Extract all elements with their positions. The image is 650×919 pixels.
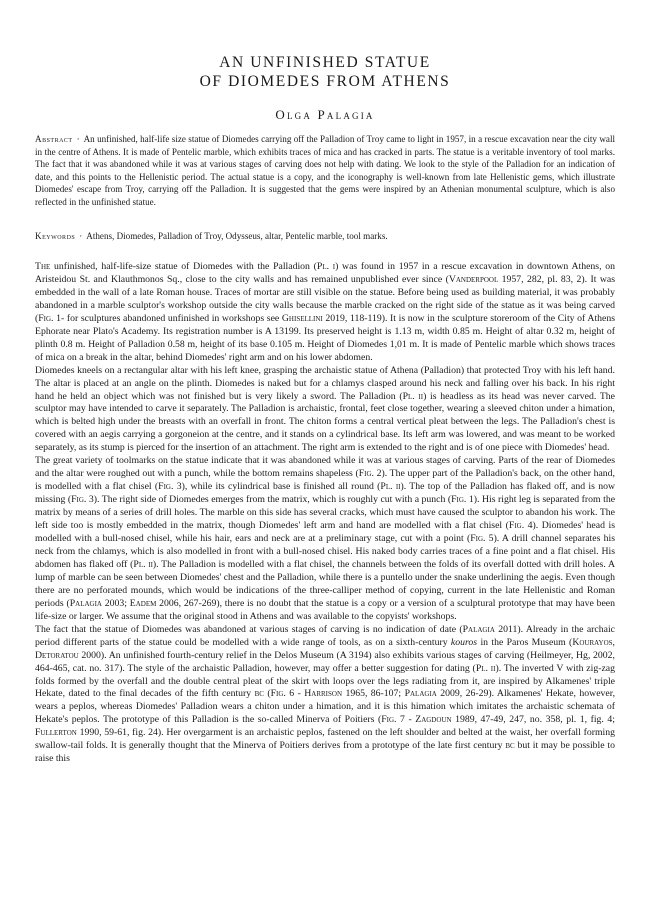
author-citation: Vanderpool <box>448 273 499 285</box>
p3-text: ), while its cylindrical base is finished all round ( <box>181 481 381 493</box>
p3-text: ). Diomedes' head is modelled with a bull-nosed chisel, while his hair, ears and neck are at a preliminary stage, cut with a point ( <box>35 520 615 545</box>
plate-reference: Pl. i <box>316 261 336 272</box>
article-title-line-2: OF DIOMEDES FROM ATHENS <box>199 73 451 90</box>
drop-lead-word: The <box>35 261 51 272</box>
p4-text: 2009, 26-29). Alkamenes' Hekate, however, wears a peplos, whereas Diomedes' Palladion wears a chiton under a himation, and it is this himation which imitates the archaistic schemata of Hekate's peplos. The prototype of this Palladion is the so-called Minerva of Poitiers ( <box>35 688 616 726</box>
plate-reference: Pl. ii <box>380 481 401 493</box>
article-title-line-1: AN UNFINISHED STATUE <box>219 54 431 71</box>
plate-reference: Pl. ii <box>133 558 153 570</box>
keywords <box>35 230 615 243</box>
p3-text: ). The upper part of the Palladion's back, on the other hand, is modelled with a flat chisel ( <box>35 468 615 493</box>
keywords-separator: · <box>79 231 83 241</box>
italic-term: kouros <box>450 636 478 648</box>
p4-text: 1989, 47-49, 247, no. 358, pl. 1, fig. 4; <box>451 714 615 726</box>
author-name-text: Olga Palagia <box>275 107 375 122</box>
era-abbreviation: bc <box>505 740 515 752</box>
p4-text: - <box>404 714 416 726</box>
p4-text: in the Paros Museum ( <box>477 636 573 648</box>
abstract <box>35 133 615 209</box>
p4-text: The fact that the statue of Diomedes was abandoned at various stages of carving is no indication of date ( <box>35 623 463 635</box>
p4-text: 1990, 59-61, fig. 24). Her overgarment is an archaistic peplos, fastened on the left shoulder and belted at the waist, her overfall forming swallow-tail folds. It is generally thought that the Minerva of Poitiers derives from a prototype of the late first century <box>35 727 615 752</box>
p3-text: ). His right leg is separated from the matrix by means of a series of drill holes. The marble on this side has several cracks, which must have caused the sculptor to abandon his work. The left side too is mostly embedded in the matrix, though Diomedes' left arm and hand are modelled with a flat chisel ( <box>35 494 616 532</box>
abstract-label: Abstract <box>35 134 73 144</box>
p1-text: - for sculptures abandoned unfinished in workshops see <box>61 312 282 324</box>
author-citation: Zagdoun <box>415 714 452 726</box>
p1-text: ) was found in 1957 in a rescue excavation in downtown Athens, on Aristeidou St. and Klauthmonos Sq., close to the city walls and has remained unpublished ever since ( <box>35 261 615 285</box>
p3-text: ). The Palladion is modelled with a flat chisel, the channels between the folds of its overfall dotted with drill holes. A lump of marble can be seen between Diomedes' chest and the Palladion, while there is a puntello under the snake underlining the aegis. Even though there are no perforated mounds, which would be indications of the three-calliper method of copying, current in the late Hellenistic and Roman periods ( <box>35 558 615 609</box>
p2-text: Diomedes kneels on a rectangular altar with his left knee, grasping the archaistic statue of Athena (Palladion) that protected Troy with his left hand. The altar is placed at an angle on the plinth. Diomedes is naked but for a chlamys clasped around his neck and falling over his back. In his right hand he held an object which was not finished but is very likely a sword. The Palladion ( <box>35 364 615 402</box>
figure-reference: Fig. 7 <box>381 714 405 726</box>
keywords-text: Athens, Diomedes, Palladion of Troy, Odysseus, altar, Pentelic marble, tool marks. <box>86 231 388 241</box>
author-name <box>0 107 650 123</box>
author-citation: Fullerton <box>35 727 77 739</box>
author-citation: Harrison <box>304 688 343 700</box>
era-abbreviation: bc <box>254 688 264 700</box>
body-paragraph-1 <box>35 261 615 365</box>
p4-text: but it may be possible to raise this <box>35 740 615 765</box>
p1-text: unfinished, half-life-size statue of Diomedes with the Palladion ( <box>50 261 317 272</box>
p3-text: 2003; <box>102 597 130 609</box>
p3-text: 2006, 267-269), there is no doubt that the statue is a copy or a version of a sculptural prototype that may have been life-size or larger. We assume that the original stood in Athens and was available to the copyists' workshops. <box>35 597 615 622</box>
body-paragraph-3 <box>35 455 615 623</box>
author-citation: Eadem <box>129 597 157 609</box>
p4-text: ( <box>263 688 271 700</box>
p4-text: 1965, 86-107; <box>342 688 405 700</box>
keywords-label: Keywords <box>35 231 76 241</box>
author-citation: Ghisellini <box>281 312 323 324</box>
body-paragraph-2 <box>35 365 615 456</box>
p3-text: ). The top of the Palladion has flaked off, and is now missing ( <box>35 481 615 506</box>
figure-reference: Fig. 4 <box>508 520 533 532</box>
figure-reference: Fig. 3 <box>71 494 94 506</box>
figure-reference: Fig. 1 <box>451 494 474 506</box>
p1-text: 1957, 282, pl. 83, 2). It was embedded in the wall of a late Roman house. Traces of mortar are still visible on the statue. Before being used as building material, it was probably abandoned in a marble sculptor's workshop outside the city walls because the marble cracked on the right side of the statue as it was being carved ( <box>35 273 615 324</box>
p1-text: 2019, 118-119). It is now in the sculpture storeroom of the City of Athens Ephorate near Plato's Academy. Its registration number is A 13199. Its preserved height is 1.13 m, width 0.85 m. Height of altar 0.32 m, height of plinth 0.8 m. Height of Palladion 0.58 m, height of its base 0.105 m. Height of Diomedes 1,01 m. It is made of Pentelic marble which shows traces of mica on a break in the altar, behind Diomedes' right arm and on his lower abdomen. <box>35 312 616 363</box>
abstract-text: An unfinished, half-life size statue of Diomedes carrying off the Palladion of Troy came to light in 1957, in a rescue excavation near the city wall in the centre of Athens. It is made of Pentelic marble, which exhibits traces of mica and has cracked in parts. The statue is a veritable inventory of tool marks. The fact that it was abandoned while it was at various stages of carving does not help with dating. We look to the style of the Palladion for an indication of date, and this points to the Hellenistic period. The actual statue is a copy, and the iconography is well-known from late Hellenistic gems, which illustrate Diomedes' escape from Troy, carrying off the Palladion. It is suggested that the gems were inspired by an Athenian monumental sculpture, which is also reflected in the unfinished statue. <box>35 134 615 207</box>
abstract-separator: · <box>76 134 80 144</box>
body-paragraph-4 <box>35 624 615 766</box>
plate-reference: Pl. ii <box>402 390 424 402</box>
author-citation: Kourayos, Detoratou <box>35 636 615 661</box>
author-citation: Palagia <box>404 688 437 700</box>
p4-text: 2000). An unfinished fourth-century relief in the Delos Museum (A 3194) also exhibits various stages of carving (Heilmeyer, Hg, 2002, 464-465, cat. no. 317). The style of the archaistic Palladion, however, may offer a better suggestion for dating ( <box>35 649 615 674</box>
author-citation: Palagia <box>69 597 102 609</box>
p4-text: - <box>294 688 305 700</box>
p3-text: ). A drill channel separates his neck from the chlamys, which is also modelled in front with a bull-nosed chisel. His naked body carries traces of a fine point and a flat chisel. His abdomen has flaked off ( <box>35 533 615 570</box>
plate-reference: Pl. ii <box>475 662 496 674</box>
figure-reference: Fig. 5 <box>470 533 494 545</box>
figure-reference: Fig. 1 <box>38 312 62 324</box>
p4-text: 2011). Already in the archaic period different parts of the statue could be modelled with a wide range of tools, as on a sixth-century <box>35 623 615 648</box>
figure-reference: Fig. 2 <box>358 468 382 480</box>
p3-text: The great variety of toolmarks on the statue indicate that it was abandoned while it was at various stages of carving. Parts of the rear of Diomedes and the altar were roughed out with a punch, while the bottom remains shapeless ( <box>35 455 615 480</box>
author-citation: Palagia <box>462 623 495 635</box>
p3-text: ). The right side of Diomedes emerges from the matrix, which is roughly cut with a punch ( <box>93 494 452 506</box>
article-body <box>35 261 615 766</box>
figure-reference: Fig. 6 <box>270 688 295 700</box>
figure-reference: Fig. 3 <box>158 481 182 493</box>
p2-text: ) is headless as its head was never carved. The sculptor may have intended to carve it separately. The Palladion is archaistic, frontal, feet close together, wearing a sleeved chiton under a himation, which is belted high under the breasts with an overfall in front. The chiton forms a central vertical pleat between the legs. The Palladion's chest is covered with an aegis carrying a gorgoneion at the centre, and it stands on a cylindrical base. Its left arm was lowered, and was meant to be worked separately, as its stump is pierced for the insertion of an attachment. The right arm is extended to the right and is of one piece with Diomedes' head. <box>35 390 615 454</box>
p4-text: ). The inverted V with zig-zag folds formed by the overfall and the double central pleat of the skirt with loops over the legs radiating from it, are inspired by Alkamenes' triple Hekate, dated to the final decades of the fifth century <box>35 662 615 700</box>
